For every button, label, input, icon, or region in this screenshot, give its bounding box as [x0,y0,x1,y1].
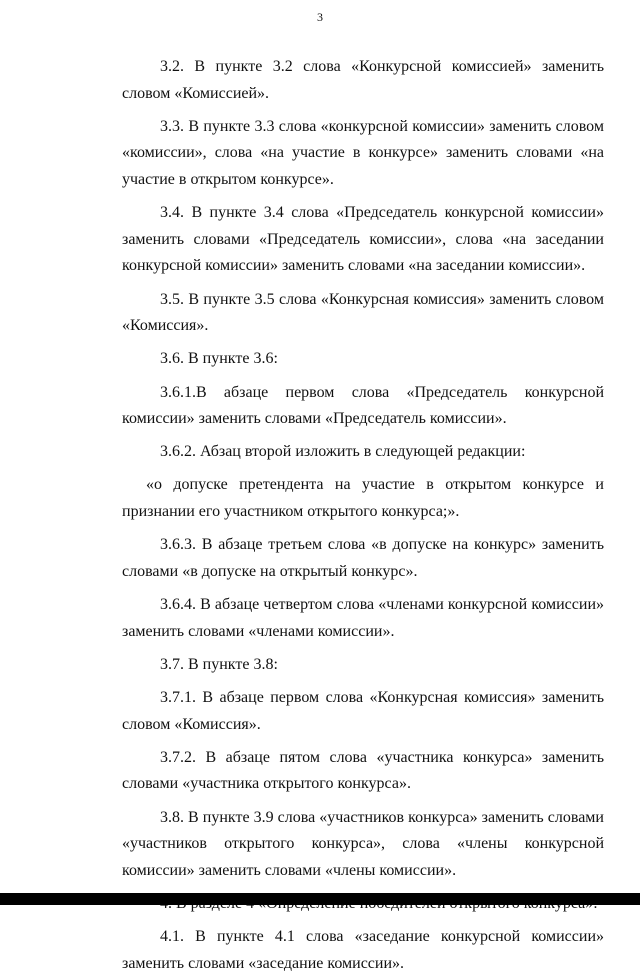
paragraph-3-7-2: 3.7.2. В абзаце пятом слова «участника конкурса» заменить словами «участника открытого конкурса». [122,748,604,793]
paragraph-3-7: 3.7. В пункте 3.8: [160,655,278,673]
page-number: 3 [317,10,323,24]
scan-bottom-border [0,893,640,905]
paragraph-3-6: 3.6. В пункте 3.6: [160,350,278,368]
paragraph-4-1: 4.1. В пункте 4.1 слова «заседание конкурсной комиссии» заменить словами «заседание комиссии». [122,928,604,972]
paragraph-3-4: 3.4. В пункте 3.4 слова «Председатель конкурсной комиссии» заменить словами «Председатель комиссии», слова «на заседании конкурсной комиссии» заменить словами «на заседании комиссии». [122,204,604,275]
paragraph-3-3: 3.3. В пункте 3.3 слова «конкурсной комиссии» заменить словом «комиссии», слова «на участие в конкурсе» заменить словами «на участие в открытом конкурсе». [122,117,604,188]
paragraph-3-8: 3.8. В пункте 3.9 слова «участников конкурса» заменить словами «участников открытого конкурса», слова «члены конкурсной комиссии» заменить словами «члены комиссии». [122,808,604,879]
paragraph-quoted-text: «о допуске претендента на участие в открытом конкурсе и признании его участником открытого конкурса;». [122,476,604,521]
document-body [122,54,604,977]
paragraph-3-7-1: 3.7.1. В абзаце первом слова «Конкурсная комиссия» заменить словом «Комиссия». [122,689,604,733]
paragraph-3-2: 3.2. В пункте 3.2 слова «Конкурсной комиссией» заменить словом «Комиссией». [122,58,604,102]
paragraph-3-6-4: 3.6.4. В абзаце четвертом слова «членами конкурсной комиссии» заменить словами «членами комиссии». [122,596,604,640]
paragraph-3-6-1: 3.6.1.В абзаце первом слова «Председатель конкурсной комиссии» заменить словами «Председатель комиссии». [122,383,604,428]
paragraph-3-6-3: 3.6.3. В абзаце третьем слова «в допуске на конкурс» заменить словами «в допуске на открытый конкурс». [122,536,604,580]
paragraph-3-6-2: 3.6.2. Абзац второй изложить в следующей редакции: [160,443,526,461]
paragraph-3-5: 3.5. В пункте 3.5 слова «Конкурсная комиссия» заменить словом «Комиссия». [122,290,604,335]
